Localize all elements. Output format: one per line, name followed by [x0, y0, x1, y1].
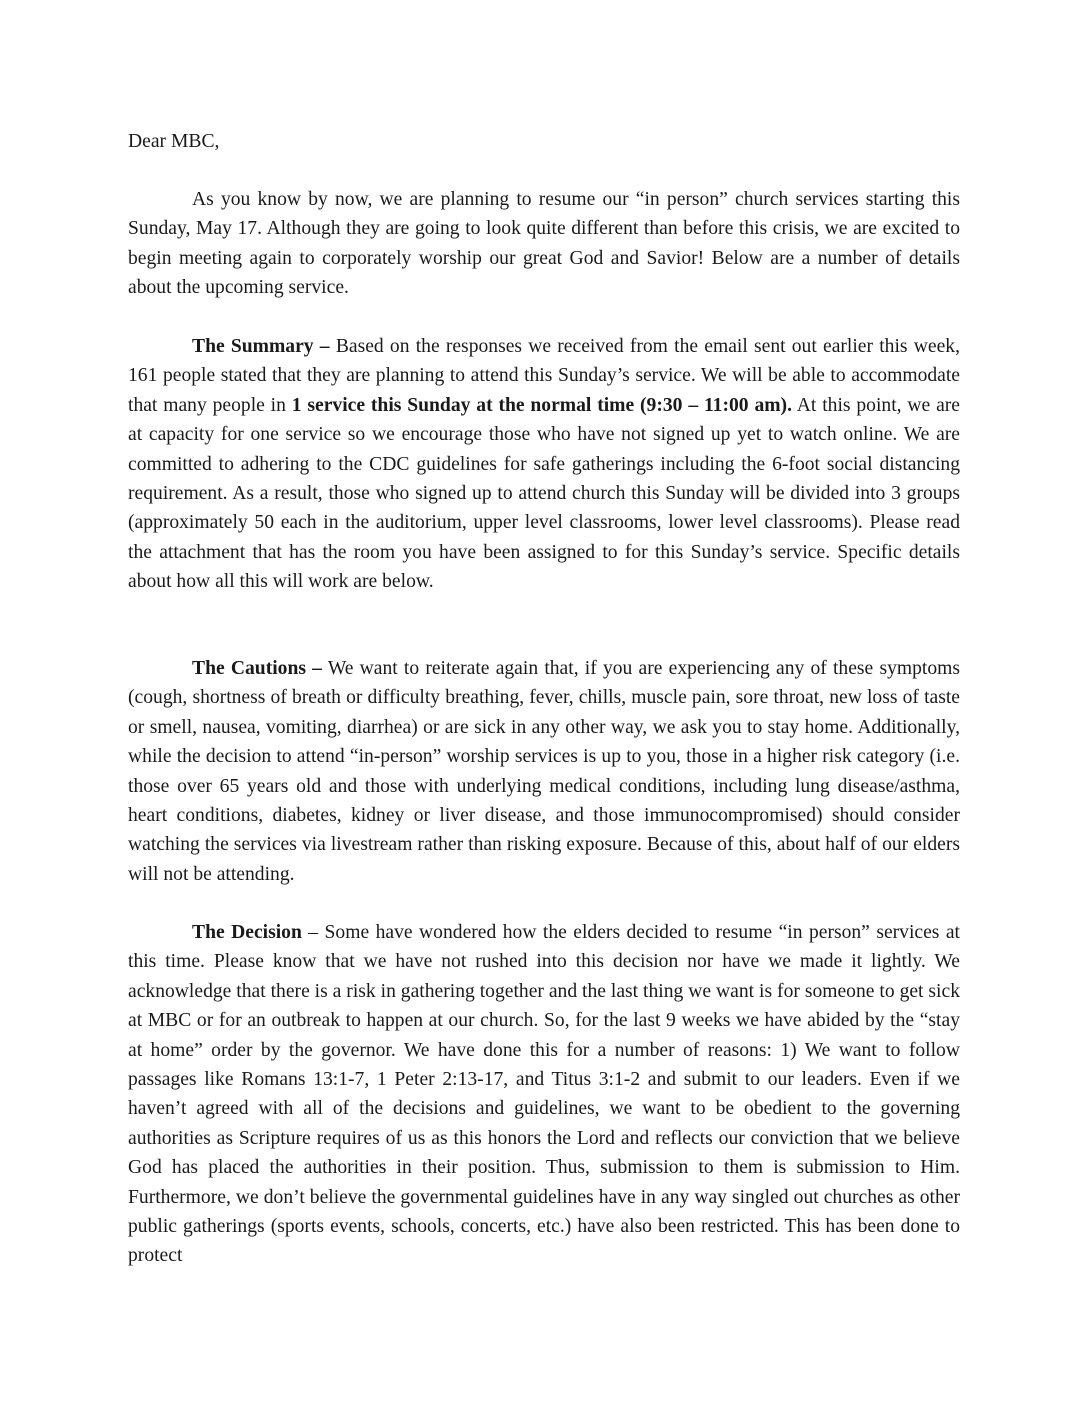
decision-heading: The Decision	[192, 922, 302, 943]
intro-paragraph: As you know by now, we are planning to resume our “in person” church services starting this Sunday, May 17. Although they are going to look quite different than before this crisis, we are excited to begin meeting again to corporately worship our great God and Savior! Below are a number of details about the upcoming service.	[128, 189, 960, 299]
summary-service-time: 1 service this Sunday at the normal time (9:30 – 11:00 am).	[291, 394, 792, 416]
letter-greeting: Dear MBC,	[128, 131, 220, 152]
summary-heading: The Summary –	[192, 336, 330, 357]
cautions-paragraph	[128, 654, 960, 889]
summary-paragraph	[128, 332, 960, 597]
cautions-text: We want to reiterate again that, if you are experiencing any of these symptoms (cough, shortness of breath or difficulty breathing, fever, chills, muscle pain, sore throat, new loss of taste or smell, nausea, vomiting, diarrhea) or are sick in any other way, we ask you to stay home. Additionally, while the decision to attend “in-person” worship services is up to you, those in a higher risk category (i.e. those over 65 years old and those with underlying medical conditions, including lung disease/asthma, heart conditions, diabetes, kidney or liver disease, and those immunocompromised) should consider watching the services via livestream rather than risking exposure. Because of this, about half of our elders will not be attending.	[128, 658, 961, 885]
decision-paragraph	[128, 918, 960, 1271]
cautions-heading: The Cautions –	[192, 658, 322, 679]
summary-text-1: Based on the responses we received from the email sent out earlier this week, 161 people stated that they are planning to attend this Sunday’s service. We will be able to accommodate that many people in	[128, 336, 960, 416]
decision-text: – Some have wondered how the elders decided to resume “in person” services at this time. Please know that we have not rushed into this decision nor have we made it lightly. We acknowledge that there is a risk in gathering together and the last thing we want is for someone to get sick at MBC or for an outbreak to happen at our church. So, for the last 9 weeks we have abided by the “stay at home” order by the governor. We have done this for a number of reasons: 1) We want to follow passages like Romans 13:1-7, 1 Peter 2:13-17, and Titus 3:1-2 and submit to our leaders. Even if we haven’t agreed with all of the decisions and guidelines, we want to be obedient to the governing authorities as Scripture requires of us as this honors the Lord and reflects our conviction that we believe God has placed the authorities in their position. Thus, submission to them is submission to Him. Furthermore, we don’t believe the governmental guidelines have in any way singled out churches as other public gatherings (sports events, schools, concerts, etc.) have also been restricted. This has been done to protect	[128, 922, 961, 1267]
summary-text-2: At this point, we are at capacity for one service so we encourage those who have not signed up yet to watch online. We are committed to adhering to the CDC guidelines for safe gatherings including the 6-foot social distancing requirement. As a result, those who signed up to attend church this Sunday will be divided into 3 groups (approximately 50 each in the auditorium, upper level classrooms, lower level classrooms). Please read the attachment that has the room you have been assigned to for this Sunday’s service. Specific details about how all this will work are below.	[128, 394, 960, 593]
